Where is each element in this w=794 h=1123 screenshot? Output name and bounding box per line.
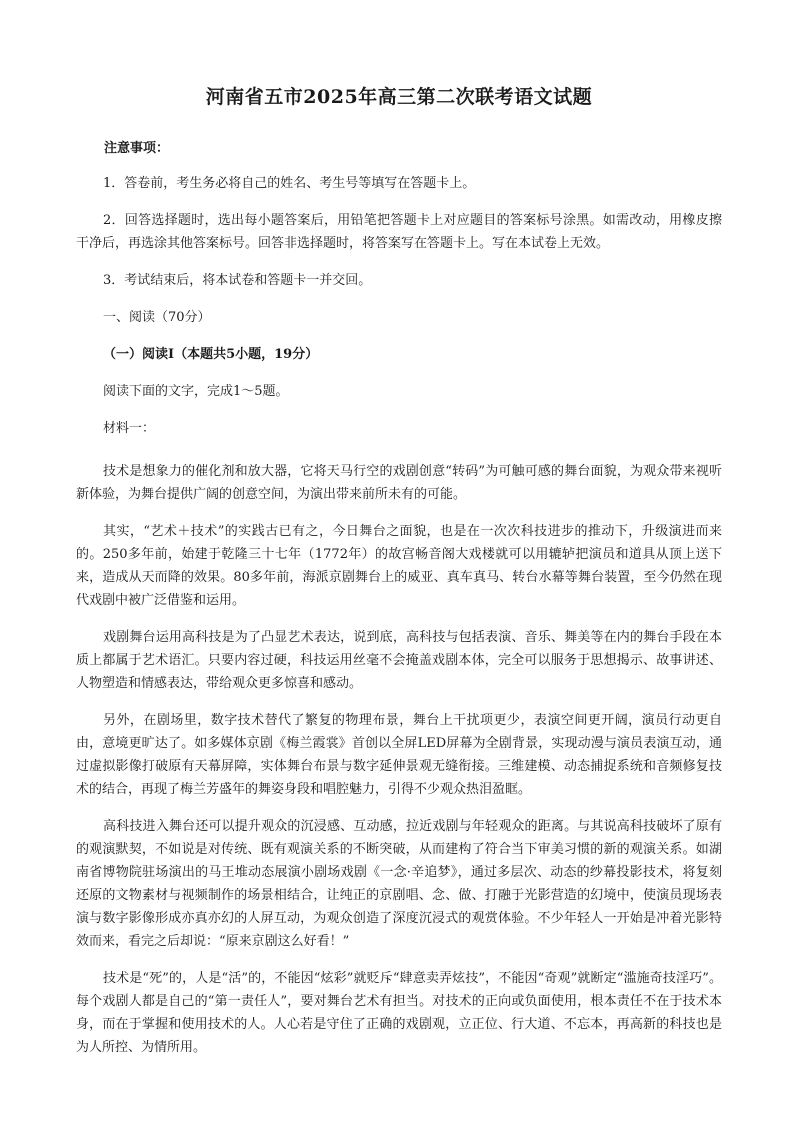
material-label: 材料一： — [103, 421, 156, 436]
reading-instruction: 阅读下面的文字，完成1～5题。 — [103, 384, 289, 399]
paragraph-1: 技术是想象力的催化剂和放大器，它将天马行空的戏剧创意“转码”为可触可感的舞台面貌，为观众带来视听新体验，为舞台提供广阔的创意空间，为演出带来前所未有的可能。 — [76, 464, 722, 502]
paragraph-2: 其实，“艺术＋技术”的实践古已有之，今日舞台之面貌，也是在一次次科技进步的推动下，升级演进而来的。250多年前，始建于乾隆三十七年（1772年）的故宫畅音阁大戏楼就可以用辘轳把演员和道具从顶上送下来，造成从天而降的效果。80多年前，海派京剧舞台上的威亚、真车真马、转台水幕等舞台装置，至今仍然在现代戏剧中被广泛借鉴和运用。 — [76, 524, 722, 608]
paragraph-3: 戏剧舞台运用高科技是为了凸显艺术表达，说到底，高科技与包括表演、音乐、舞美等在内的舞台手段在本质上都属于艺术语汇。只要内容过硬，科技运用丝毫不会掩盖戏剧本体，完全可以服务于思想揭示、故事讲述、人物塑造和情感表达，带给观众更多惊喜和感动。 — [76, 630, 722, 691]
exam-title: 河南省五市2025年高三第二次联考语文试题 — [205, 86, 593, 108]
section-heading: 一、阅读（70分） — [103, 310, 211, 325]
paragraph-6: 技术是“死”的，人是“活”的，不能因“炫彩”就贬斥“肆意卖弄炫技”，不能因“奇观”就断定“滥施奇技淫巧”。每个戏剧人都是自己的“第一责任人”，要对舞台艺术有担当。对技术的正向或负面使用，根本责任不在于技术本身，而在于掌握和使用技术的人。人心若是守住了正确的戏剧观，立正位、行大道、不忘本，再高新的科技也是为人所控、为情所用。 — [76, 971, 722, 1055]
subsection-heading: （一）阅读Ⅰ（本题共5小题，19分） — [103, 347, 319, 362]
paragraph-5: 高科技进入舞台还可以提升观众的沉浸感、互动感，拉近戏剧与年轻观众的距离。与其说高科技破坏了原有的观演默契，不如说是对传统、既有观演关系的不断突破，从而建构了符合当下审美习惯的新的观演关系。如湖南省博物院驻场演出的马王堆动态展演小剧场戏剧《一念·辛追梦》，通过多层次、动态的纱幕投影技术，将复刻还原的文物素材与视频制作的场景相结合，让纯正的京剧唱、念、做、打融于光影营造的幻境中，使演员现场表演与数字影像形成亦真亦幻的人屏互动，为观众创造了深度沉浸式的观赏体验。不少年轻人一开始是冲着光影特效而来，看完之后却说：“原来京剧这么好看！” — [76, 819, 722, 949]
notice-heading: 注意事项： — [104, 141, 170, 156]
notice-item-1: 1．答卷前，考生务必将自己的姓名、考生号等填写在答题卡上。 — [103, 176, 476, 191]
notice-item-2: 2．回答选择题时，选出每小题答案后，用铅笔把答题卡上对应题目的答案标号涂黑。如需改动，用橡皮擦干净后，再选涂其他答案标号。回答非选择题时，将答案写在答题卡上。写在本试卷上无效。 — [76, 213, 722, 251]
paragraph-4: 另外，在剧场里，数字技术替代了繁复的物理布景，舞台上干扰项更少，表演空间更开阔，演员行动更自由，意境更旷达了。如多媒体京剧《梅兰霞裳》首创以全屏LED屏幕为全剧背景，实现动漫与演员表演互动，通过虚拟影像打破原有天幕屏障，实体舞台布景与数字延伸景观无缝衔接。三维建模、动态捕捉系统和音频修复技术的结合，再现了梅兰芳盛年的舞姿身段和唱腔魅力，引得不少观众热泪盈眶。 — [76, 713, 722, 797]
notice-item-3: 3．考试结束后，将本试卷和答题卡一并交回。 — [103, 273, 372, 288]
